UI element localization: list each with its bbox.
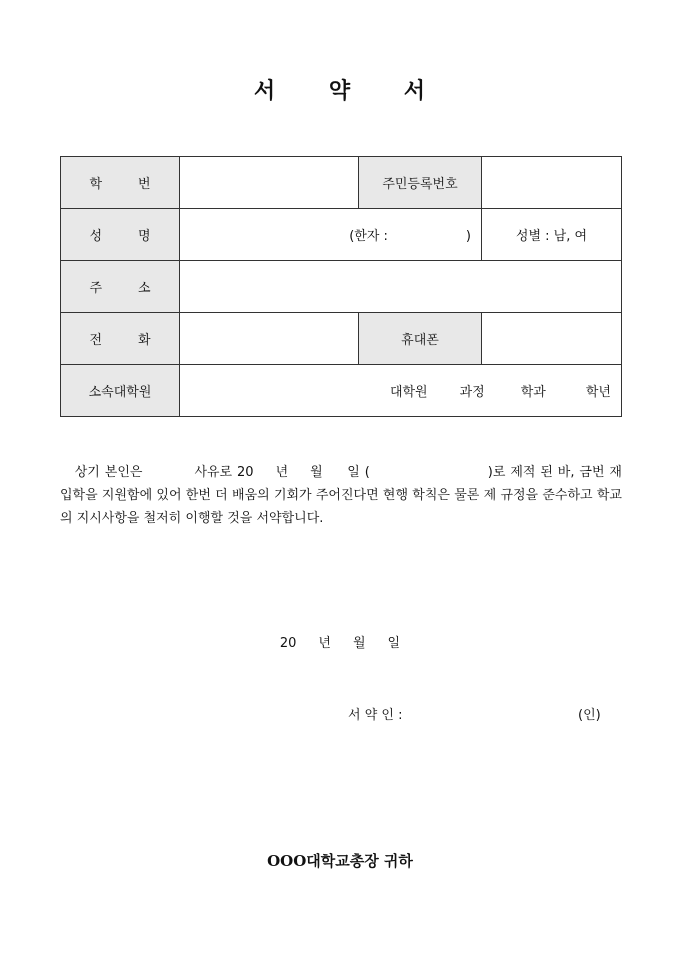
title-char: 서 xyxy=(403,78,427,104)
seal-mark: (인) xyxy=(578,708,601,723)
name-label: 성 명 xyxy=(61,209,180,261)
hanja-name: (한자 : ) xyxy=(349,229,471,244)
student-id-row xyxy=(61,157,622,209)
date-line: 20 년 월 일 xyxy=(279,636,401,651)
grad-school-label: 소속대학원 xyxy=(61,365,180,417)
pledge-paragraph: 상기 본인은 사유로 20 년 월 일 ( )로 제적 된 바, 금번 재입학을 지원함에 있어 한번 더 배움의 기회가 주어진다면 현행 학칙은 물론 제 규정을 준수하고 학교의 지시사항을 철저히 이행할 것을 서약합니다. xyxy=(60,465,622,526)
phone-label: 전 화 xyxy=(61,313,180,365)
phone-row xyxy=(61,313,622,365)
phone-field[interactable] xyxy=(180,313,359,365)
resident-no-label: 주민등록번호 xyxy=(359,157,482,209)
document-title xyxy=(0,74,680,105)
mobile-field[interactable] xyxy=(482,313,622,365)
address-row xyxy=(61,261,622,313)
student-id-label: 학 번 xyxy=(61,157,180,209)
gender-field[interactable]: 성별 : 남, 여 xyxy=(482,209,622,261)
grad-school-field[interactable]: 대학원 과정 학과 학년 xyxy=(180,365,622,417)
name-row xyxy=(61,209,622,261)
student-id-field[interactable] xyxy=(180,157,359,209)
address-field[interactable] xyxy=(180,261,622,313)
name-field[interactable] xyxy=(180,209,482,261)
addressee: OOO대학교총장 귀하 xyxy=(267,852,413,870)
grad-school-row xyxy=(61,365,622,417)
address-label: 주 소 xyxy=(61,261,180,313)
applicant-info-table xyxy=(60,156,622,417)
resident-no-field[interactable] xyxy=(482,157,622,209)
title-char: 서 xyxy=(253,78,277,104)
title-char: 약 xyxy=(328,78,352,104)
mobile-label: 휴대폰 xyxy=(359,313,482,365)
signer-label: 서 약 인 : xyxy=(348,708,403,723)
